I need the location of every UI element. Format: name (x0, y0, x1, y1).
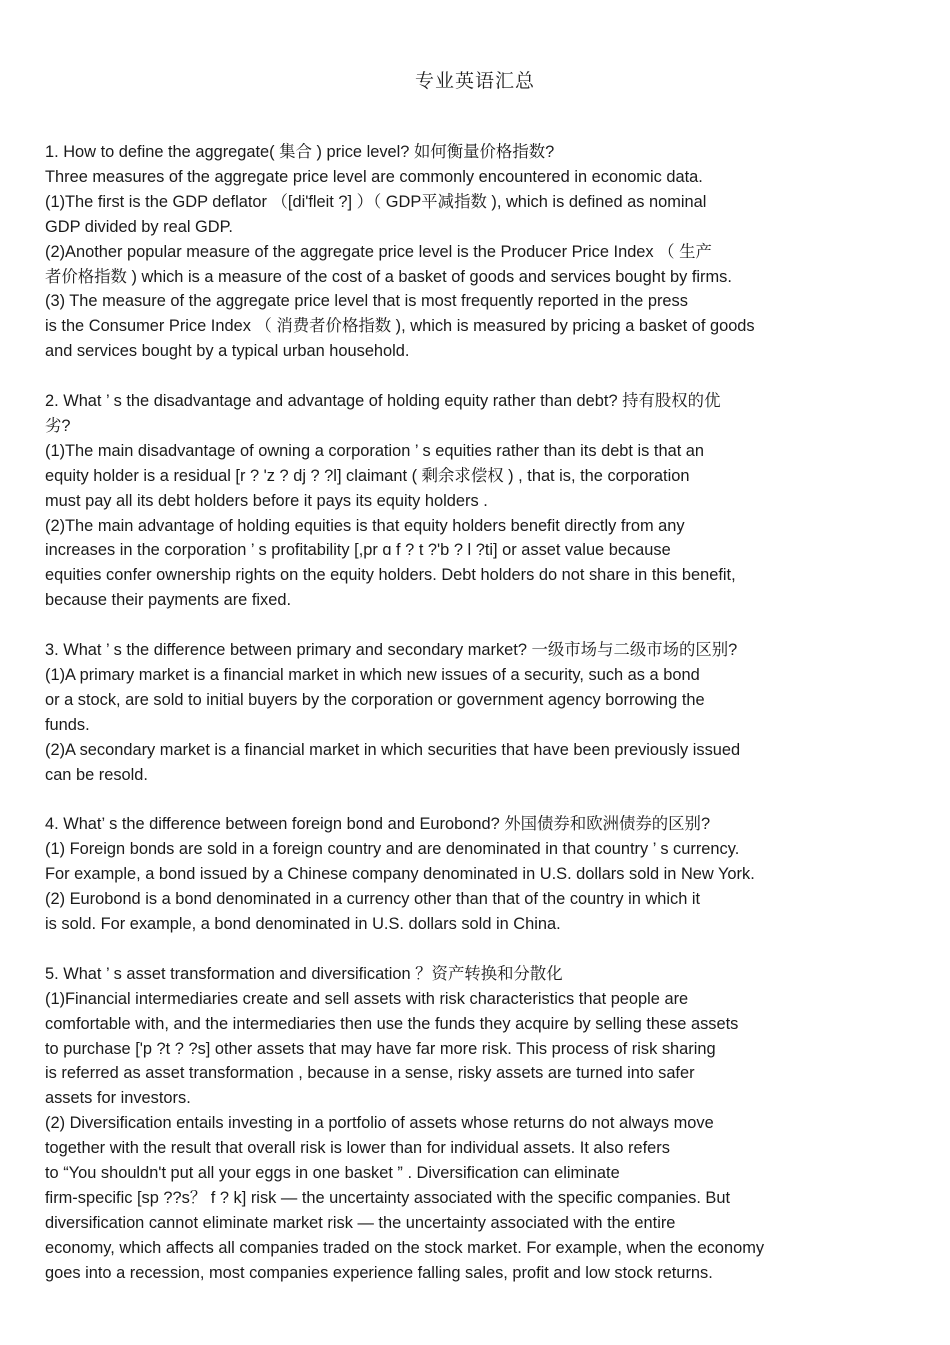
question-2 (45, 389, 911, 613)
text-line: is sold. For example, a bond denominated in U.S. dollars sold in China. (45, 915, 561, 934)
text-line: (2)The main advantage of holding equities is that equity holders benefit directly from any (45, 516, 685, 535)
question-heading: 3. What ’ s the difference between primary and secondary market? 一级市场与二级市场的区别? (45, 641, 738, 660)
text-line: increases in the corporation ’ s profitability [,pr ɑ f ? t ?'b ? l ?ti] or asset value because (45, 541, 671, 560)
question-heading: 1. How to define the aggregate( 集合 ) price level? 如何衡量价格指数? (45, 143, 555, 161)
text-line: to purchase ['p ?t ? ?s] other assets that may have far more risk. This process of risk sharing (45, 1039, 716, 1058)
question-3 (45, 638, 911, 787)
question-heading: 4. What’ s the difference between foreign bond and Eurobond? 外国债券和欧洲债券的区别? (45, 815, 711, 834)
text-line: (1) Foreign bonds are sold in a foreign country and are denominated in that country ’ s currency. (45, 840, 740, 859)
text-line: to “You shouldn't put all your eggs in one basket ” . Diversification can eliminate (45, 1164, 620, 1183)
text-line: must pay all its debt holders before it pays its equity holders . (45, 491, 488, 510)
document-body (45, 140, 911, 1311)
text-line: For example, a bond issued by a Chinese company denominated in U.S. dollars sold in New York. (45, 865, 755, 884)
text-line: comfortable with, and the intermediaries then use the funds they acquire by selling these assets (45, 1014, 739, 1033)
text-line: (1)The first is the GDP deflator （[di'fleit ?] ）（ GDP平减指数 ), which is defined as nominal (45, 192, 707, 211)
text-line: economy, which affects all companies traded on the stock market. For example, when the economy (45, 1238, 765, 1257)
text-line: (2) Diversification entails investing in a portfolio of assets whose returns do not always move (45, 1114, 714, 1133)
text-line: (1)The main disadvantage of owning a corporation ’ s equities rather than its debt is that an (45, 441, 705, 460)
question-1 (45, 140, 911, 364)
text-line: (2)A secondary market is a financial market in which securities that have been previously issued (45, 740, 741, 759)
text-line: GDP divided by real GDP. (45, 217, 233, 236)
text-line: or a stock, are sold to initial buyers by the corporation or government agency borrowing the (45, 690, 705, 709)
question-5 (45, 962, 911, 1286)
text-line: because their payments are fixed. (45, 591, 291, 610)
text-line: 劣? (45, 416, 71, 435)
text-line: funds. (45, 715, 90, 734)
question-heading: 2. What ’ s the disadvantage and advantage of holding equity rather than debt? 持有股权的优 (45, 392, 721, 411)
text-line: equity holder is a residual [r ? 'z ? dj ? ?l] claimant ( 剩余求偿权 ) , that is, the corporation (45, 466, 690, 485)
text-line: can be resold. (45, 765, 148, 784)
page-title: 专业英语汇总 (414, 70, 535, 92)
text-line: (3) The measure of the aggregate price level that is most frequently reported in the press (45, 292, 688, 311)
text-line: (2)Another popular measure of the aggregate price level is the Producer Price Index （ 生产 (45, 242, 712, 261)
text-line: together with the result that overall risk is lower than for individual assets. It also refers (45, 1139, 670, 1158)
text-line: diversification cannot eliminate market risk — the uncertainty associated with the entire (45, 1213, 676, 1232)
text-line: (1)A primary market is a financial market in which new issues of a security, such as a bond (45, 666, 700, 684)
question-4 (45, 812, 911, 937)
question-heading: 5. What ’ s asset transformation and diversification ？资产转换和分散化 (45, 964, 563, 983)
text-line: equities confer ownership rights on the equity holders. Debt holders do not share in this benefit, (45, 566, 736, 585)
text-line: (2) Eurobond is a bond denominated in a currency other than that of the country in which it (45, 890, 701, 909)
text-line: (1)Financial intermediaries create and sell assets with risk characteristics that people are (45, 989, 689, 1008)
text-line: is the Consumer Price Index （ 消费者价格指数 ), which is measured by pricing a basket of goods (45, 317, 755, 336)
text-line: assets for investors. (45, 1089, 191, 1108)
text-line: Three measures of the aggregate price level are commonly encountered in economic data. (45, 167, 703, 186)
text-line: and services bought by a typical urban household. (45, 342, 410, 361)
text-line: is referred as asset transformation , because in a sense, risky assets are turned into safer (45, 1064, 695, 1083)
text-line: goes into a recession, most companies experience falling sales, profit and low stock returns. (45, 1263, 713, 1282)
text-line: firm-specific [sp ??s？ f ? k] risk — the uncertainty associated with the specific companies. But (45, 1189, 731, 1207)
text-line: 者价格指数 ) which is a measure of the cost of a basket of goods and services bought by firms. (45, 267, 732, 286)
